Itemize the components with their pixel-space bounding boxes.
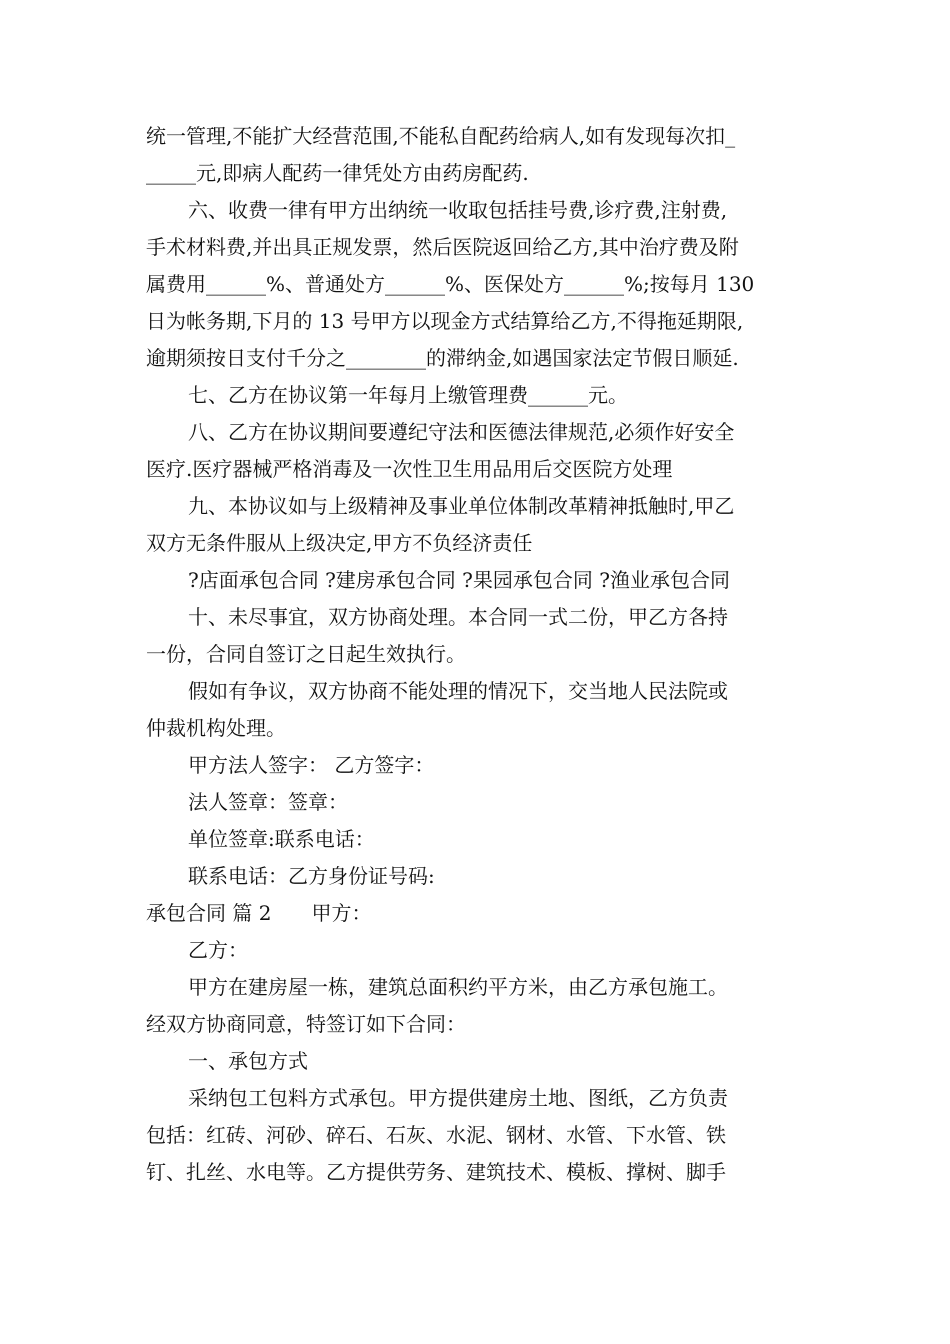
text-line: 逾期须按日支付千分之________的滞纳金,如遇国家法定节假日顺延. <box>146 346 739 370</box>
text-line: 甲方在建房屋一栋，建筑总面积约平方米，由乙方承包施工。 <box>188 975 728 999</box>
text-line: 经双方协商同意，特签订如下合同： <box>146 1012 466 1036</box>
text-line: 仲裁机构处理。 <box>146 716 286 740</box>
text-line: 属费用______%、普通处方______%、医保处方______%;按每月 130 <box>146 272 755 296</box>
text-line: 包括：红砖、河砂、碎石、石灰、水泥、钢材、水管、下水管、铁 <box>146 1123 726 1147</box>
text-line: _____元,即病人配药一律凭处方由药房配药. <box>146 161 529 185</box>
party-a-label: 甲方： <box>311 901 372 925</box>
document-body <box>146 118 811 1191</box>
text-line: 单位签章:联系电话： <box>188 827 375 851</box>
text-line: 钉、扎丝、水电等。乙方提供劳务、建筑技术、模板、撑树、脚手 <box>146 1160 726 1184</box>
section-heading <box>146 895 811 932</box>
text-line: 一份，合同自签订之日起生效执行。 <box>146 642 466 666</box>
text-line: 一、承包方式 <box>188 1049 308 1073</box>
text-line: ?店面承包合同 ?建房承包合同 ?果园承包合同 ?渔业承包合同 <box>188 568 730 592</box>
section-title: 承包合同 篇 2 <box>146 901 272 925</box>
text-line: 采纳包工包料方式承包。甲方提供建房土地、图纸，乙方负责 <box>188 1086 728 1110</box>
text-line: 九、本协议如与上级精神及事业单位体制改革精神抵触时,甲乙 <box>188 494 735 518</box>
text-line: 甲方法人签字： 乙方签字： <box>188 753 435 777</box>
text-line: 假如有争议，双方协商不能处理的情况下，交当地人民法院或 <box>188 679 728 703</box>
text-line: 日为帐务期,下月的 13 号甲方以现金方式结算给乙方,不得拖延期限, <box>146 309 744 333</box>
paragraph-block-2 <box>146 932 811 1191</box>
text-line: 七、乙方在协议第一年每月上缴管理费______元。 <box>188 383 628 407</box>
text-line: 联系电话：乙方身份证号码: <box>188 864 435 888</box>
text-line: 十、未尽事宜，双方协商处理。本合同一式二份，甲乙方各持 <box>188 605 728 629</box>
text-line: 双方无条件服从上级决定,甲方不负经济责任 <box>146 531 533 555</box>
text-line: 医疗.医疗器械严格消毒及一次性卫生用品用后交医院方处理 <box>146 457 673 481</box>
text-line: 乙方： <box>188 938 248 962</box>
text-line: 法人签章：签章： <box>188 790 348 814</box>
text-line: 八、乙方在协议期间要遵纪守法和医德法律规范,必须作好安全 <box>188 420 735 444</box>
text-line: 手术材料费,并出具正规发票，然后医院返回给乙方,其中治疗费及附 <box>146 235 739 259</box>
text-line: 六、收费一律有甲方出纳统一收取包括挂号费,诊疗费,注射费, <box>188 198 728 222</box>
text-line: 统一管理,不能扩大经营范围,不能私自配药给病人,如有发现每次扣_ <box>146 124 736 148</box>
paragraph-block-1 <box>146 118 811 895</box>
